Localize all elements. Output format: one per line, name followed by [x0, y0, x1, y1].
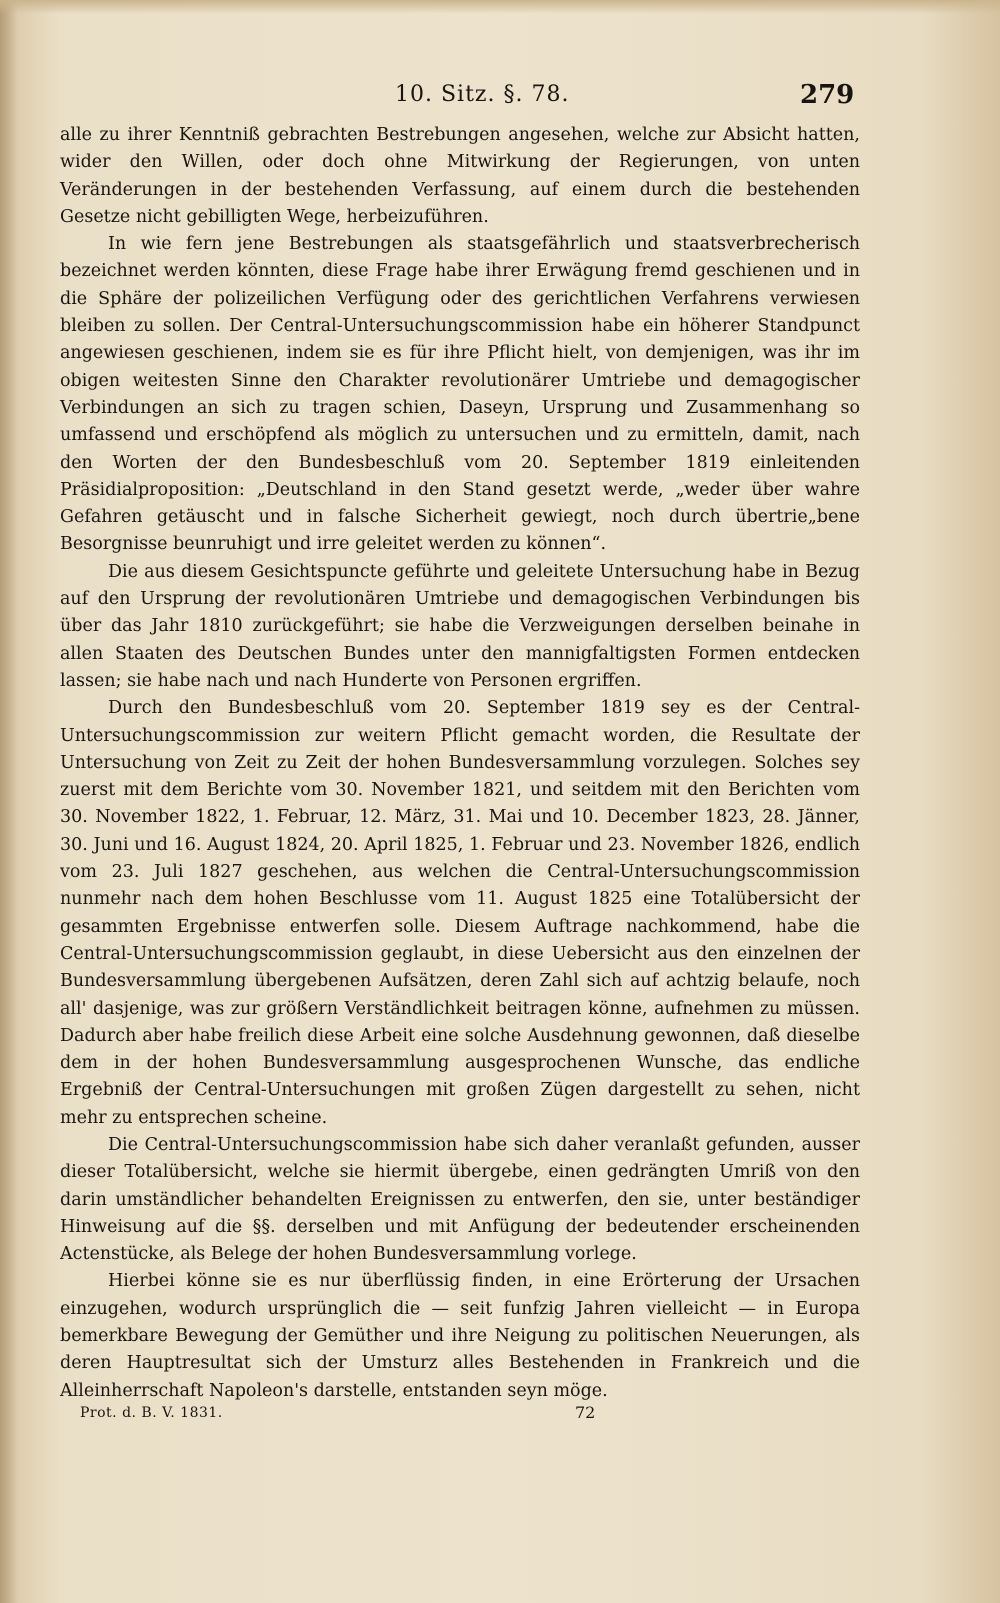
paragraph: alle zu ihrer Kenntniß gebrachten Bestrebungen angesehen, welche zur Absicht hatten, wider den Willen, oder doch ohne Mitwirkung der Regierungen, von unten Veränderungen in der bestehenden Verfassung, auf einem durch die bestehenden Gesetze nicht gebilligten Wege, herbeizuführen. [60, 125, 860, 227]
page-header [60, 82, 860, 122]
page-edge-shadow [0, 0, 18, 1603]
paragraph: Die aus diesem Gesichtspuncte geführte und geleitete Untersuchung habe in Bezug auf den Ursprung der revolutionären Umtriebe und demagogischen Verbindungen bis über das Jahr 1810 zurückgeführt; sie habe die Verzweigungen derselben beinahe in allen Staaten des Deutschen Bundes unter den mannigfaltigsten Formen entdecken lassen; sie habe nach und nach Hunderte von Personen ergriffen. [60, 561, 860, 691]
sheet-number: 72 [575, 1403, 596, 1422]
running-head: 10. Sitz. §. 78. [395, 82, 570, 107]
page-top-shadow [0, 0, 1000, 14]
paragraph: Hierbei könne sie es nur überflüssig finden, in eine Erörterung der Ursachen einzugehen, wodurch ursprünglich die — seit funfzig Jahren vielleicht — in Europa bemerkbare Bewegung der Gemüther und ihre Neigung zu politischen Neuerungen, als deren Hauptresultat sich der Umsturz alles Bestehenden in Frankreich und die Alleinherrschaft Napoleon's darstelle, entstanden seyn möge. [60, 1271, 860, 1401]
paragraph: Die Central-Untersuchungscommission habe sich daher veranlaßt gefunden, ausser dieser Totalübersicht, welche sie hiermit übergebe, einen gedrängten Umriß von den darin umständlicher behandelten Ereignissen zu entwerfen, den sie, unter beständiger Hinweisung auf die §§. derselben und mit Anfügung der bedeutender erscheinenden Actenstücke, als Belege der hohen Bundesversammlung vorlege. [60, 1134, 860, 1265]
paragraph: Durch den Bundesbeschluß vom 20. September 1819 sey es der Central-Untersuchungscommission zur weitern Pflicht gemacht worden, die Resultate der Untersuchung von Zeit zu Zeit der hohen Bundesversammlung vorzulegen. Solches sey zuerst mit dem Berichte vom 30. November 1821, und seitdem mit den Berichten vom 30. November 1822, 1. Februar, 12. März, 31. Mai und 10. December 1823, 28. Jänner, 30. Juni und 16. August 1824, 20. April 1825, 1. Februar und 23. November 1826, endlich vom 23. Juli 1827 geschehen, aus welchen die Central-Untersuchungscommission nunmehr nach dem hohen Beschlusse vom 11. August 1825 eine Totalübersicht der gesammten Ergebnisse entwerfen solle. Diesem Auftrage nachkommend, habe die Central-Untersuchungscommission geglaubt, in diese Uebersicht aus den einzelnen der Bundesversammlung übergebenen Aufsätzen, deren Zahl sich auf achtzig belaufe, noch all' dasjenige, was zur größern Verständlichkeit beitragen könne, aufnehmen zu müssen. Dadurch aber habe freilich diese Arbeit eine solche Ausdehnung gewonnen, daß dieselbe dem in der hohen Bundesversammlung ausgesprochenen Wunsche, das endliche Ergebniß der Central-Untersuchungen mit großen Zügen dargestellt zu sehen, nicht mehr zu entsprechen scheine. [60, 698, 860, 1128]
footer-signature: Prot. d. B. V. 1831. [80, 1405, 223, 1421]
page-footer [80, 1405, 640, 1429]
body-text [60, 122, 860, 1405]
page-number: 279 [800, 80, 855, 110]
paragraph: In wie fern jene Bestrebungen als staatsgefährlich und staatsverbrecherisch bezeichnet werden könnten, diese Frage habe ihrer Erwägung fremd geschienen und in die Sphäre der polizeilichen Verfügung oder des gerichtlichen Verfahrens verwiesen bleiben zu sollen. Der Central-Untersuchungscommission habe ein höherer Standpunct angewiesen geschienen, indem sie es für ihre Pflicht hielt, von demjenigen, was ihr im obigen weitesten Sinne den Charakter revolutionärer Umtriebe und demagogischer Verbindungen an sich zu tragen schien, Daseyn, Ursprung und Zusammenhang so umfassend und erschöpfend als möglich zu untersuchen und zu ermitteln, damit, nach den Worten der den Bundesbeschluß vom 20. September 1819 einleitenden Präsidialproposition: „Deutschland in den Stand gesetzt werde, „weder über wahre Gefahren getäuscht und in falsche Sicherheit gewiegt, noch durch übertrie„bene Besorgnisse beunruhigt und irre geleitet werden zu können“. [60, 234, 860, 555]
